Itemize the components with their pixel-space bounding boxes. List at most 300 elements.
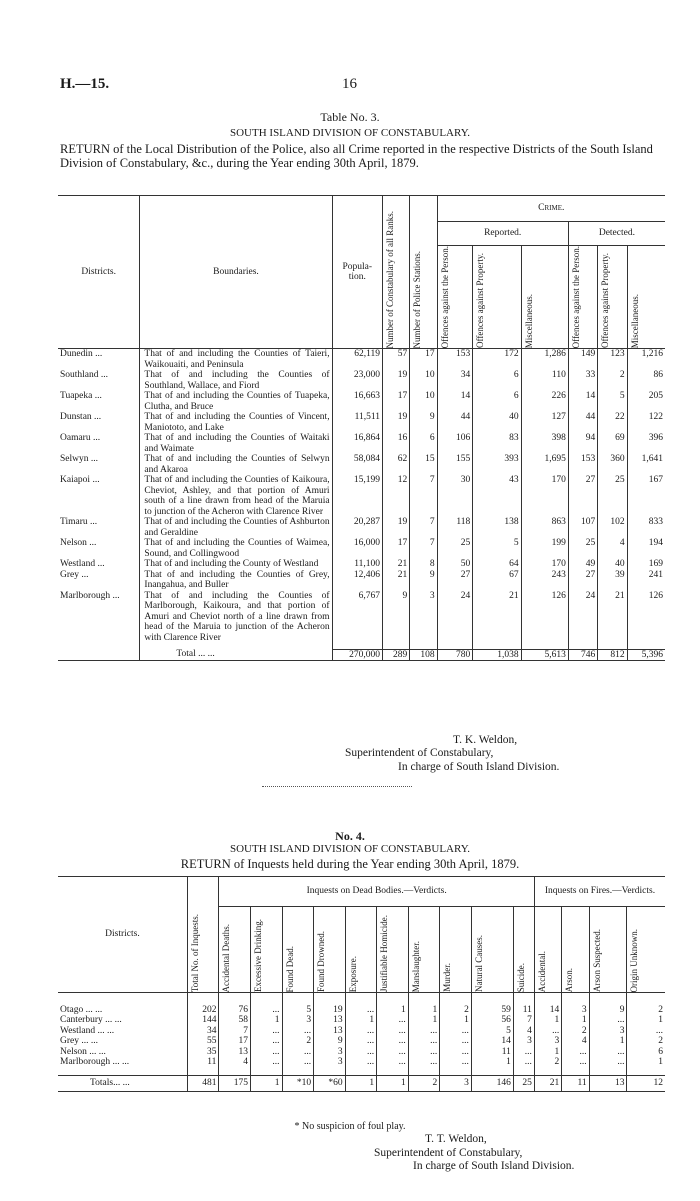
table3-cell: 25 [568, 538, 597, 559]
table3-cell: 21 [382, 570, 409, 591]
table4-cell: 1 [534, 1047, 561, 1058]
table3-cell: 833 [627, 517, 665, 538]
sig1-name: T. K. Weldon, [453, 734, 518, 746]
table4-cell: 13 [219, 1047, 251, 1058]
district-name: Timaru ... [60, 517, 98, 528]
table3-cell: 4 [598, 538, 627, 559]
table3-cell: 172 [473, 349, 521, 371]
table3-cell: 27 [568, 475, 597, 517]
district-name: Marlborough ... [60, 590, 120, 601]
table4-division: SOUTH ISLAND DIVISION OF CONSTABULARY. [229, 843, 471, 855]
table4-cell: ... [589, 1047, 627, 1058]
table4-cell: 2 [440, 1005, 472, 1016]
table4-cell: 2 [627, 1005, 665, 1016]
table3-cell: 138 [473, 517, 521, 538]
table3-cell: 64 [473, 559, 521, 570]
table4-cell: 59 [471, 1005, 513, 1016]
table3-cell: 3 [410, 591, 437, 644]
table3-cell: 167 [627, 475, 665, 517]
table4-cell: 14 [471, 1036, 513, 1047]
table4-cell: ... [408, 1047, 440, 1058]
table3-cell: 10 [410, 370, 437, 391]
table3-cell: 19 [382, 412, 409, 433]
sig2-title: Superintendent of Constabulary, [374, 1147, 523, 1159]
separator [262, 786, 412, 787]
table3-cell: 107 [568, 517, 597, 538]
table4-total-cell: 3 [440, 1076, 472, 1092]
table4-total-cell: 175 [219, 1076, 251, 1092]
table3-cell: 24 [437, 591, 473, 644]
table3-cell: 49 [568, 559, 597, 570]
table3-row [58, 538, 665, 559]
table3-cell: 17 [382, 391, 409, 412]
district-name: Otago ... ... [60, 1004, 103, 1015]
table3-cell: 123 [598, 349, 627, 371]
table3-cell: 57 [382, 349, 409, 371]
table4-total-inquests: 35 [187, 1047, 219, 1058]
t4-col-header: Origin Unknown. [629, 928, 640, 992]
table3-cell: 106 [437, 433, 473, 454]
table3-cell: 863 [521, 517, 568, 538]
district-name: Oamaru ... [60, 433, 101, 444]
table3-cell: 153 [437, 349, 473, 371]
table4-cell: 76 [219, 1005, 251, 1016]
table4-row [58, 1057, 665, 1068]
table3-cell: 6 [410, 433, 437, 454]
table4-cell: 19 [314, 1005, 346, 1016]
table3-cell: 16 [382, 433, 409, 454]
table4-cell: 9 [314, 1036, 346, 1047]
table3-cell: 241 [627, 570, 665, 591]
table4-cell: ... [534, 1026, 561, 1037]
col-stations: Number of Police Stations. [412, 250, 423, 349]
table4-cell: 3 [562, 1005, 589, 1016]
table3-cell: 16,864 [332, 433, 382, 454]
table3-cell: 9 [382, 591, 409, 644]
table3-cell: 14 [568, 391, 597, 412]
table3-cell: 12 [382, 475, 409, 517]
table4-cell: ... [440, 1057, 472, 1068]
table4-cell: 13 [314, 1015, 346, 1026]
table4-cell: ... [627, 1026, 665, 1037]
boundary-text: That of and including the Counties of Kaikoura, Cheviot, Ashley, and that portion of Amuri south of a line drawn from head of the Maruia to junction of the Acheron with Clarence River [140, 475, 332, 517]
table4-cell: 5 [471, 1026, 513, 1037]
district-name: Southland ... [60, 370, 109, 381]
col-det-misc: Miscellaneous. [629, 294, 640, 349]
t4-col-districts: Districts. [105, 929, 140, 940]
table3-cell: 40 [473, 412, 521, 433]
t4-col-header: Found Drowned. [316, 931, 327, 992]
table4-cell: 1 [627, 1057, 665, 1068]
page-number: 16 [342, 76, 357, 92]
table3-total-cell: 5,396 [627, 649, 665, 661]
table3-cell: 83 [473, 433, 521, 454]
table4-cell: 2 [627, 1036, 665, 1047]
table3-cell: 127 [521, 412, 568, 433]
table4-cell: 5 [282, 1005, 314, 1016]
table3-row [58, 349, 665, 371]
table4-cell: ... [250, 1057, 282, 1068]
table3-cell: 243 [521, 570, 568, 591]
district-name: Nelson ... ... [60, 1046, 106, 1057]
table3-cell: 24 [568, 591, 597, 644]
table3-cell: 25 [437, 538, 473, 559]
col-constabulary: Number of Constabulary of all Ranks. [384, 210, 395, 349]
col-districts: Districts. [81, 266, 116, 277]
table4-cell: 4 [513, 1026, 534, 1037]
table4-cell: ... [408, 1036, 440, 1047]
district-name: Canterbury ... ... [60, 1015, 122, 1025]
table3 [58, 195, 665, 661]
table3-cell: 122 [627, 412, 665, 433]
table3-row [58, 591, 665, 644]
table4-cell: 7 [219, 1026, 251, 1037]
table3-cell: 44 [568, 412, 597, 433]
table3-cell: 6 [473, 391, 521, 412]
table3-row [58, 475, 665, 517]
table4-cell: 3 [589, 1026, 627, 1037]
table4-title: RETURN of Inquests held during the Year ending 30th April, 1879. [180, 857, 520, 871]
table4-total-cell: 11 [562, 1076, 589, 1092]
table3-cell: 194 [627, 538, 665, 559]
table4-total-cell: 1 [377, 1076, 409, 1092]
crime-group: Crime. [437, 196, 665, 222]
table4-cell: 1 [471, 1057, 513, 1068]
table3-cell: 9 [410, 412, 437, 433]
district-name: Kaiapoi ... [60, 475, 100, 486]
table3-cell: 10 [410, 391, 437, 412]
table3-cell: 1,216 [627, 349, 665, 371]
reported-group: Reported. [437, 222, 568, 246]
table4-total-cell: *10 [282, 1076, 314, 1092]
table4-cell: ... [440, 1026, 472, 1037]
table3-cell: 15,199 [332, 475, 382, 517]
table4-cell: 1 [377, 1005, 409, 1016]
t4-col-header: Excessive Drinking. [252, 919, 263, 992]
table3-total-cell: 5,613 [521, 649, 568, 661]
district-name: Dunstan ... [60, 412, 102, 423]
table3-total-cell: 812 [598, 649, 627, 661]
table3-cell: 7 [410, 475, 437, 517]
table3-cell: 102 [598, 517, 627, 538]
table4-total-inquests: 202 [187, 1005, 219, 1016]
table4-cell: 11 [513, 1005, 534, 1016]
table4-cell: ... [345, 1047, 377, 1058]
table4-cell: ... [377, 1057, 409, 1068]
table4-total-row [58, 1076, 665, 1092]
table4-cell: ... [589, 1057, 627, 1068]
table3-cell: 8 [410, 559, 437, 570]
table4-cell: ... [408, 1026, 440, 1037]
table3-cell: 21 [473, 591, 521, 644]
district-name: Nelson ... [60, 538, 97, 549]
table3-cell: 34 [437, 370, 473, 391]
table4-cell: ... [377, 1026, 409, 1037]
table3-cell: 86 [627, 370, 665, 391]
table3-cell: 17 [410, 349, 437, 371]
table3-cell: 23,000 [332, 370, 382, 391]
t4-col-header: Found Dead. [284, 945, 295, 992]
col-rep-misc: Miscellaneous. [523, 294, 534, 349]
table4-cell: 2 [562, 1026, 589, 1037]
table3-cell: 110 [521, 370, 568, 391]
table3-cell: 199 [521, 538, 568, 559]
table3-cell: 33 [568, 370, 597, 391]
t4-col-header: Accidental Deaths. [221, 923, 232, 992]
table3-cell: 30 [437, 475, 473, 517]
col-boundaries: Boundaries. [140, 196, 332, 349]
t4-col-header: Suicide. [515, 962, 526, 992]
table4-cell: ... [282, 1047, 314, 1058]
table4-cell: 1 [345, 1015, 377, 1026]
table3-cell: 50 [437, 559, 473, 570]
table4-cell: 1 [627, 1015, 665, 1026]
table3-cell: 16,663 [332, 391, 382, 412]
footnote: * No suspicion of foul play. [294, 1121, 406, 1132]
detected-group: Detected. [568, 222, 665, 246]
table3-cell: 2 [598, 370, 627, 391]
col-rep-person: Offences against the Person. [439, 246, 450, 349]
t4-col-header: Justifiable Homicide. [379, 915, 390, 992]
table3-cell: 62 [382, 454, 409, 475]
t4-col-header: Murder. [442, 963, 453, 992]
table3-cell: 396 [627, 433, 665, 454]
table3-cell: 9 [410, 570, 437, 591]
table3-cell: 360 [598, 454, 627, 475]
table4-cell: ... [282, 1026, 314, 1037]
district-name: Grey ... ... [60, 1036, 98, 1046]
table4-caption: No. 4. [335, 829, 365, 843]
table4-cell: ... [377, 1036, 409, 1047]
table3-cell: 69 [598, 433, 627, 454]
boundary-text: That of and including the Counties of Grey, Inangahua, and Buller [140, 570, 332, 591]
t4-col-header: Arson. [564, 967, 575, 992]
table4-cell: 4 [219, 1057, 251, 1068]
district-name: Selwyn ... [60, 454, 98, 465]
table4-cell: ... [250, 1005, 282, 1016]
table3-cell: 16,000 [332, 538, 382, 559]
table3-title: RETURN of the Local Distribution of the Police, also all Crime reported in the respective Districts of the South Island Division of Constabulary, &c., during the Year ending 30th April, 1879. [60, 142, 653, 170]
table4-cell: ... [440, 1036, 472, 1047]
table4-cell: ... [408, 1057, 440, 1068]
table3-cell: 118 [437, 517, 473, 538]
dead-bodies-group: Inquests on Dead Bodies.—Verdicts. [219, 877, 534, 907]
table4-cell: 2 [282, 1036, 314, 1047]
table3-division: SOUTH ISLAND DIVISION OF CONSTABULARY. [229, 127, 471, 139]
boundary-text: That of and including the Counties of Vincent, Maniototo, and Lake [140, 412, 332, 433]
table4-cell: ... [562, 1057, 589, 1068]
table3-cell: 393 [473, 454, 521, 475]
table3-row [58, 517, 665, 538]
table3-cell: 11,100 [332, 559, 382, 570]
table4-cell: 2 [534, 1057, 561, 1068]
table3-cell: 6 [473, 370, 521, 391]
t4-col-header: Natural Causes. [473, 935, 484, 992]
table4-cell: 1 [562, 1015, 589, 1026]
table4-cell: 6 [627, 1047, 665, 1058]
table4-cell: 1 [440, 1015, 472, 1026]
table4-cell: ... [440, 1047, 472, 1058]
table4-total-cell: 25 [513, 1076, 534, 1092]
table3-cell: 6,767 [332, 591, 382, 644]
table4-total-cell: *60 [314, 1076, 346, 1092]
table4-cell: ... [345, 1057, 377, 1068]
table4-total-inquests: 34 [187, 1026, 219, 1037]
boundary-text: That of and including the Counties of Waimea, Sound, and Collingwood [140, 538, 332, 559]
table3-row [58, 412, 665, 433]
table3-cell: 21 [382, 559, 409, 570]
table3-row [58, 559, 665, 570]
table4-cell: 1 [408, 1005, 440, 1016]
table3-cell: 5 [473, 538, 521, 559]
boundary-text: That of and including the Counties of Waitaki and Waimate [140, 433, 332, 454]
table3-cell: 7 [410, 517, 437, 538]
table3-cell: 205 [627, 391, 665, 412]
table3-cell: 155 [437, 454, 473, 475]
district-name: Grey ... [60, 569, 89, 580]
table3-cell: 170 [521, 559, 568, 570]
table4-row [58, 1026, 665, 1037]
table4-total-cell: 21 [534, 1076, 561, 1092]
fires-group: Inquests on Fires.—Verdicts. [534, 877, 665, 907]
table3-row [58, 391, 665, 412]
col-det-property: Offences against Property. [600, 253, 611, 349]
table4-total-cell: 13 [589, 1076, 627, 1092]
table4-cell: 56 [471, 1015, 513, 1026]
table4-cell: ... [345, 1005, 377, 1016]
table4-cell: 3 [282, 1015, 314, 1026]
table4-total-cell: 1 [250, 1076, 282, 1092]
table4-total-cell: 481 [187, 1076, 219, 1092]
table3-row [58, 454, 665, 475]
table3-cell: 170 [521, 475, 568, 517]
boundary-text: That of and including the Counties of Selwyn and Akaroa [140, 454, 332, 475]
district-name: Marlborough ... ... [60, 1057, 130, 1067]
boundary-text: That of and including the Counties of Marlborough, Kaikoura, and that portion of Amuri and Cheviot north of a line drawn from head of the Maruia to junction of the Acheron with Clarence River [140, 591, 332, 644]
table4-row [58, 1047, 665, 1058]
table4-cell: ... [562, 1047, 589, 1058]
table3-total-cell: 780 [437, 649, 473, 661]
col-det-person: Offences against the Person. [570, 246, 581, 349]
table4-cell: 1 [589, 1036, 627, 1047]
table4-cell: 11 [471, 1047, 513, 1058]
table3-cell: 1,641 [627, 454, 665, 475]
table3-cell: 19 [382, 370, 409, 391]
table4-cell: 9 [589, 1005, 627, 1016]
table3-row [58, 370, 665, 391]
table3-cell: 58,084 [332, 454, 382, 475]
table4-cell: ... [250, 1036, 282, 1047]
table3-cell: 149 [568, 349, 597, 371]
table4-total-cell: 12 [627, 1076, 665, 1092]
table4-cell: ... [377, 1015, 409, 1026]
table4-cell: ... [250, 1026, 282, 1037]
table3-cell: 398 [521, 433, 568, 454]
table4-cell: ... [377, 1047, 409, 1058]
table3-cell: 43 [473, 475, 521, 517]
table4-total-cell: 146 [471, 1076, 513, 1092]
table4-total-inquests: 55 [187, 1036, 219, 1047]
table3-cell: 126 [627, 591, 665, 644]
boundary-text: That of and including the Counties of Tuapeka, Clutha, and Bruce [140, 391, 332, 412]
table4-cell: 14 [534, 1005, 561, 1016]
district-name: Tuapeka ... [60, 391, 102, 402]
table3-cell: 20,287 [332, 517, 382, 538]
table4-cell: 3 [314, 1057, 346, 1068]
table3-cell: 62,119 [332, 349, 382, 371]
table3-cell: 5 [598, 391, 627, 412]
table4-cell: 1 [250, 1015, 282, 1026]
table3-cell: 12,406 [332, 570, 382, 591]
total-label: Total ... ... [140, 649, 332, 661]
table4-cell: 17 [219, 1036, 251, 1047]
col-rep-property: Offences against Property. [475, 253, 486, 349]
table3-cell: 40 [598, 559, 627, 570]
table4-cell: ... [513, 1047, 534, 1058]
table3-cell: 1,695 [521, 454, 568, 475]
district-name: Dunedin ... [60, 349, 103, 360]
table3-cell: 1,286 [521, 349, 568, 371]
table4-row [58, 1005, 665, 1016]
table4-total-cell: 2 [408, 1076, 440, 1092]
table4-cell: ... [345, 1026, 377, 1037]
table3-cell: 27 [437, 570, 473, 591]
table3-cell: 169 [627, 559, 665, 570]
table4-cell: 3 [534, 1036, 561, 1047]
table3-total-cell: 1,038 [473, 649, 521, 661]
sig1-charge: In charge of South Island Division. [398, 761, 560, 773]
t4-col-header: Arson Suspected. [591, 929, 602, 992]
boundary-text: That of and including the Counties of Ashburton and Geraldine [140, 517, 332, 538]
table3-cell: 94 [568, 433, 597, 454]
table3-row [58, 570, 665, 591]
table4-row [58, 1036, 665, 1047]
table4-cell: ... [513, 1057, 534, 1068]
table3-cell: 15 [410, 454, 437, 475]
page-ref: H.—15. [60, 76, 110, 92]
table3-cell: 7 [410, 538, 437, 559]
table4-cell: 4 [562, 1036, 589, 1047]
district-name: Westland ... [60, 559, 105, 570]
t4-col-header: Exposure. [347, 955, 358, 992]
table4-total-inquests: 11 [187, 1057, 219, 1068]
table4-cell: ... [345, 1036, 377, 1047]
sig1-title: Superintendent of Constabulary, [345, 747, 494, 759]
table4-cell: ... [282, 1057, 314, 1068]
boundary-text: That of and including the Counties of Taieri, Waikouaiti, and Peninsula [140, 349, 332, 371]
table3-total-row [58, 649, 665, 661]
table3-cell: 21 [598, 591, 627, 644]
table4-cell: 58 [219, 1015, 251, 1026]
table4-row [58, 1015, 665, 1026]
t4-col-header: Manslaughter. [410, 940, 421, 992]
table3-cell: 17 [382, 538, 409, 559]
sig2-charge: In charge of South Island Division. [413, 1160, 575, 1172]
table3-cell: 67 [473, 570, 521, 591]
table4-cell: 3 [314, 1047, 346, 1058]
district-name: Westland ... ... [60, 1025, 115, 1036]
table4-total-inquests: 144 [187, 1015, 219, 1026]
table3-caption: Table No. 3. [320, 110, 380, 124]
table3-cell: 14 [437, 391, 473, 412]
table3-row [58, 433, 665, 454]
t4-col-header: Accidental. [536, 950, 547, 992]
table3-cell: 11,511 [332, 412, 382, 433]
table3-cell: 39 [598, 570, 627, 591]
table4-cell: ... [250, 1047, 282, 1058]
table3-cell: 226 [521, 391, 568, 412]
table3-cell: 44 [437, 412, 473, 433]
